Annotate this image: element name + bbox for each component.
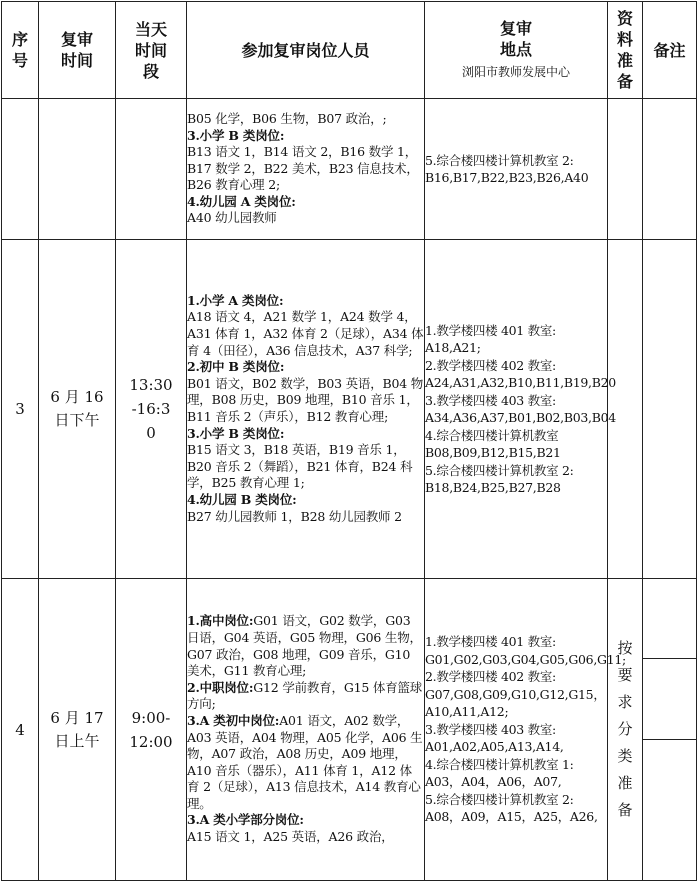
row-materials — [608, 99, 643, 240]
table-row — [2, 579, 697, 881]
header-date: 复审 时间 — [39, 2, 116, 99]
header-notes: 备注 — [643, 2, 697, 99]
header-index: 序 号 — [2, 2, 39, 99]
position-text: G12 学前教育，G15 体育篮球方向; — [187, 679, 423, 712]
position-text: B01 语文，B02 数学，B03 英语，B04 物理，B08 历史，B09 地理，B10 音乐 1，B11 音乐 2（声乐），B12 教育心理; — [187, 375, 424, 424]
position-text: B05 化学，B06 生物，B07 政治，; — [187, 110, 387, 126]
position-text: A40 幼儿园教师 — [187, 210, 277, 226]
row-period: 9:00- 12:00 — [116, 579, 187, 881]
position-heading: 3.小学 B 类岗位: — [187, 425, 285, 441]
table-row — [2, 240, 697, 579]
position-heading: 3.A 类初中岗位: — [187, 712, 280, 728]
row-positions — [187, 240, 425, 579]
row-location: 1.教学楼四楼 401 教室: G01,G02,G03,G04,G05,G06,G11; 2.教学楼四楼 402 教室: G07,G08,G09,G10,G12,G15，A10,A11,A12; 3.教学楼四楼 403 教室: A01,A02,A05,A13,A14, 4.综合楼四楼计算机教室 1: A03，A04，A06，A07, 5.综合楼四楼计算机教室 2: A08，A09，A15，A25，A26, — [425, 579, 608, 881]
header-location-sub: 浏阳市教师发展中心 — [461, 64, 570, 79]
header-materials: 资 料 准 备 — [608, 2, 643, 99]
position-heading: 1.小学 A 类岗位: — [187, 292, 284, 308]
row-index — [2, 99, 39, 240]
position-heading: 2.初中 B 类岗位: — [187, 359, 285, 375]
position-text: G01 语文，G02 数学，G03 日语，G04 英语，G05 物理，G06 生物，G07 政治，G08 地理，G09 音乐，G10 美术，G11 教育心理; — [187, 613, 422, 679]
row-index: 4 — [2, 579, 39, 881]
row-location: 1.教学楼四楼 401 教室: A18,A21; 2.教学楼四楼 402 教室: A24,A31,A32,B10,B11,B19,B20 3.教学楼四楼 403 教室: A34,A36,A37,B01,B02,B03,B04 4.综合楼四楼计算机教室 B08,B09,B12,B15,B21 5.综合楼四楼计算机教室 2: B18,B24,B25,B27,B28 — [425, 240, 608, 579]
position-text: B13 语文 1，B14 语文 2，B16 数学 1，B17 数学 2，B22 美术，B23 信息技术，B26 教育心理 2; — [187, 144, 419, 193]
row-date — [39, 99, 116, 240]
header-period: 当天 时间 段 — [116, 2, 187, 99]
position-line — [187, 680, 424, 713]
position-line — [187, 713, 424, 813]
row-positions — [187, 99, 425, 240]
position-text: B15 语文 3，B18 英语，B19 音乐 1，B20 音乐 2（舞蹈），B21 体育，B24 科学，B25 教育心理 1; — [187, 442, 413, 491]
note-cell-middle — [643, 659, 696, 740]
position-text: B27 幼儿园教师 1，B28 幼儿园教师 2 — [187, 508, 402, 524]
position-line — [187, 613, 424, 679]
row-index: 3 — [2, 240, 39, 579]
position-heading: 4.幼儿园 B 类岗位: — [187, 491, 297, 507]
note-cell-upper — [643, 579, 696, 659]
row-date: 6 月 17 日上午 — [39, 579, 116, 881]
row-location: 5.综合楼四楼计算机教室 2: B16,B17,B22,B23,B26,A40 — [425, 99, 608, 240]
header-location-cell — [425, 2, 608, 99]
position-heading: 4.幼儿园 A 类岗位: — [187, 193, 296, 209]
position-heading: 3.小学 B 类岗位: — [187, 127, 285, 143]
row-date: 6 月 16 日下午 — [39, 240, 116, 579]
table-row — [2, 99, 697, 240]
review-schedule-table — [1, 1, 697, 881]
position-heading: 2.中职岗位: — [187, 679, 254, 695]
row-notes — [643, 240, 697, 579]
position-heading: 1.高中岗位: — [187, 613, 254, 629]
row-materials: 按 要 求 分 类 准 备 — [608, 579, 643, 881]
header-positions: 参加复审岗位人员 — [187, 2, 425, 99]
position-text: A18 语文 4，A21 数学 1，A24 数学 4，A31 体育 1，A32 体育 2（足球），A34 体育 4（田径），A36 信息技术，A37 科学; — [187, 309, 424, 358]
position-text: A01 语文，A02 数学，A03 英语，A04 物理，A05 化学，A06 生物，A07 政治，A08 历史，A09 地理，A10 音乐（器乐），A11 体育 1，A12 体育 2（足球），A13 信息技术，A14 教育心理。 — [187, 712, 423, 811]
position-text: A15 语文 1，A25 英语，A26 政治， — [187, 829, 394, 845]
row-period — [116, 99, 187, 240]
row-notes — [643, 99, 697, 240]
header-row — [2, 2, 697, 99]
row-positions — [187, 579, 425, 881]
header-location: 复审 地点 — [499, 18, 532, 59]
row-materials — [608, 240, 643, 579]
row-period: 13:30 -16:3 0 — [116, 240, 187, 579]
position-heading: 3.A 类小学部分岗位: — [187, 812, 304, 828]
row-notes — [643, 579, 697, 881]
